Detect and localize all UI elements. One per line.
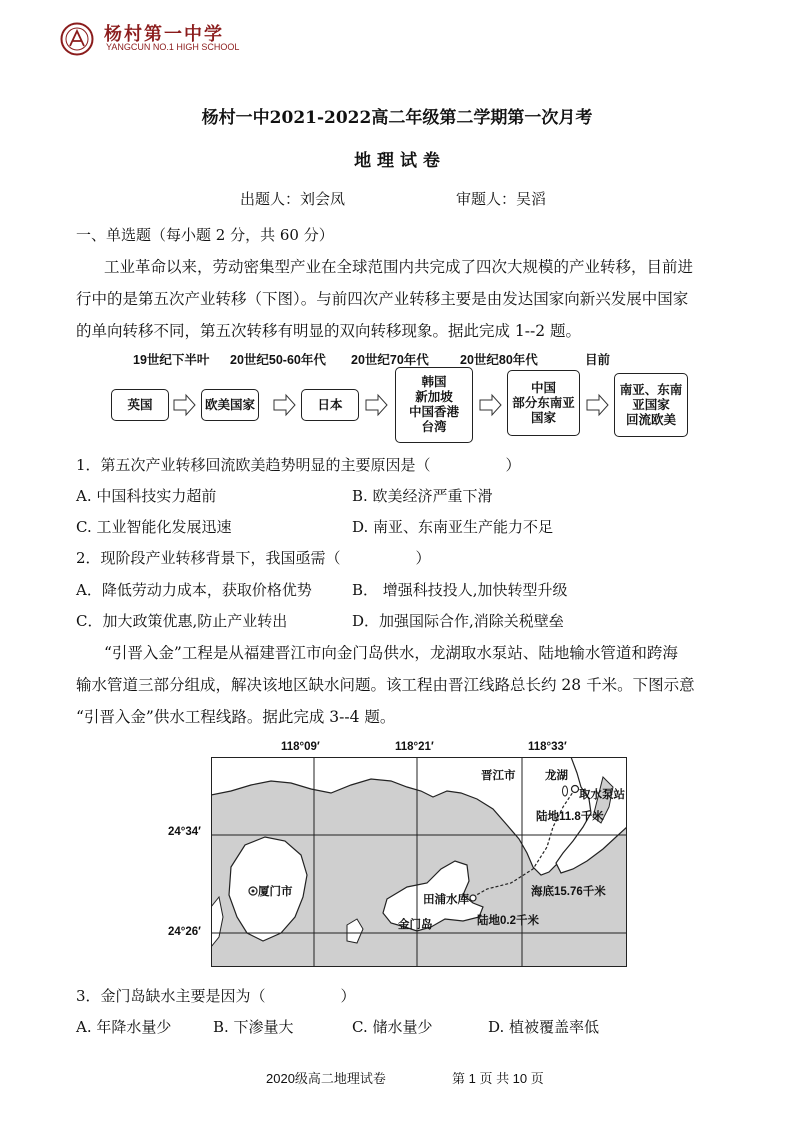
passage-line-3: “引晋入金”供水工程线路。据此完成 3--4 题。 (76, 708, 396, 726)
question-2-option-d: D．加强国际合作,消除关税壁垒 (352, 612, 564, 630)
lon-label: 118°33′ (528, 741, 567, 753)
place-land-11-8: 陆地11.8千米 (536, 811, 604, 823)
place-xiamen: 厦门市 (258, 886, 293, 898)
transfer-box-south-asia: 南亚、东南 亚国家 回流欧美 (614, 373, 688, 437)
question-1-option-b: B. 欧美经济严重下滑 (352, 487, 493, 505)
period-label: 20世纪80年代 (460, 353, 538, 367)
place-seabed: 海底15.76千米 (531, 886, 606, 898)
school-name-en: YANGCUN NO.1 HIGH SCHOOL (106, 42, 240, 52)
tianpu-reservoir-icon (470, 895, 476, 901)
question-1-option-d: D. 南亚、东南亚生产能力不足 (352, 518, 554, 536)
footer-page-number: 第 1 页 共 10 页 (452, 1071, 544, 1086)
intro-line-1: 工业革命以来，劳动密集型产业在全球范围内共完成了四次大规模的产业转移，目前进 (104, 258, 694, 276)
transfer-box-japan: 日本 (301, 389, 359, 421)
passage-line-1: “引晋入金”工程是从福建晋江市向金门岛供水，龙湖取水泵站、陆地输水管道和跨海 (104, 644, 678, 662)
arrow-right-icon (174, 395, 195, 415)
school-name-cn: 杨村第一中学 (104, 24, 224, 45)
period-label: 20世纪50-60年代 (230, 353, 326, 367)
transfer-arrows (0, 0, 794, 460)
transfer-box-china-sea: 中国 部分东南亚 国家 (507, 370, 580, 436)
question-1-option-a: A. 中国科技实力超前 (76, 487, 217, 505)
question-2-option-a: A．降低劳动力成本，获取价格优势 (76, 581, 312, 599)
intro-line-3: 的单向转移不同，第五次转移有明显的双向转移现象。据此完成 1--2 题。 (76, 322, 582, 340)
question-2-option-c: C．加大政策优惠,防止产业转出 (76, 612, 288, 630)
pump-station-icon (572, 786, 579, 793)
xiamen-city-dot (252, 890, 255, 893)
place-jinjiang: 晋江市 (481, 770, 516, 782)
lon-label: 118°21′ (395, 741, 434, 753)
place-longhu: 龙湖 (545, 770, 568, 782)
question-3-stem: 3．金门岛缺水主要是因为（ ） (76, 987, 356, 1005)
question-2-stem: 2．现阶段产业转移背景下，我国亟需（ ） (76, 549, 431, 567)
author-label: 出题人：刘会凤 (240, 190, 346, 208)
transfer-box-four-tigers: 韩国 新加坡 中国香港 台湾 (395, 367, 473, 443)
lon-label: 118°09′ (281, 741, 320, 753)
arrow-right-icon (587, 395, 608, 415)
place-land-0-2: 陆地0.2千米 (477, 915, 539, 927)
question-3-option-b: B. 下渗量大 (213, 1018, 294, 1036)
place-kinmen: 金门岛 (398, 919, 433, 931)
transfer-box-euro-america: 欧美国家 (201, 389, 259, 421)
lat-label: 24°26′ (168, 926, 201, 938)
question-1-stem: 1．第五次产业转移回流欧美趋势明显的主要原因是（ ） (76, 456, 521, 474)
period-label: 目前 (585, 353, 611, 367)
arrow-right-icon (480, 395, 501, 415)
period-label: 19世纪下半叶 (133, 353, 210, 367)
arrow-right-icon (366, 395, 387, 415)
passage-line-2: 输水管道三部分组成，解决该地区缺水问题。该工程由晋江线路总长约 28 千米。下图示意 (76, 676, 695, 694)
subject-title: 地 理 试 卷 (354, 151, 440, 171)
reviewer-label: 审题人：吴滔 (456, 190, 547, 208)
section-heading: 一、单选题（每小题 2 分，共 60 分） (76, 226, 334, 244)
map-canvas (211, 757, 627, 967)
place-tianpu: 田浦水库 (423, 894, 469, 906)
question-1-option-c: C. 工业智能化发展迅速 (76, 518, 232, 536)
period-label: 20世纪70年代 (351, 353, 429, 367)
lat-label: 24°34′ (168, 826, 201, 838)
footer-exam-name: 2020级高二地理试卷 (266, 1071, 386, 1086)
question-3-option-a: A. 年降水量少 (76, 1018, 172, 1036)
intro-line-2: 行中的是第五次产业转移（下图）。与前四次产业转移主要是由发达国家向新兴发展中国家 (76, 290, 689, 308)
transfer-box-uk: 英国 (111, 389, 169, 421)
question-2-option-b: B． 增强科技投人,加快转型升级 (352, 581, 568, 599)
question-3-option-d: D. 植被覆盖率低 (488, 1018, 600, 1036)
longhu-lake-icon (563, 786, 568, 796)
arrow-right-icon (274, 395, 295, 415)
exam-title: 杨村一中2021-2022高二年级第二学期第一次月考 (201, 108, 593, 128)
question-3-option-c: C. 储水量少 (352, 1018, 433, 1036)
place-pump-station: 取水泵站 (579, 789, 625, 801)
